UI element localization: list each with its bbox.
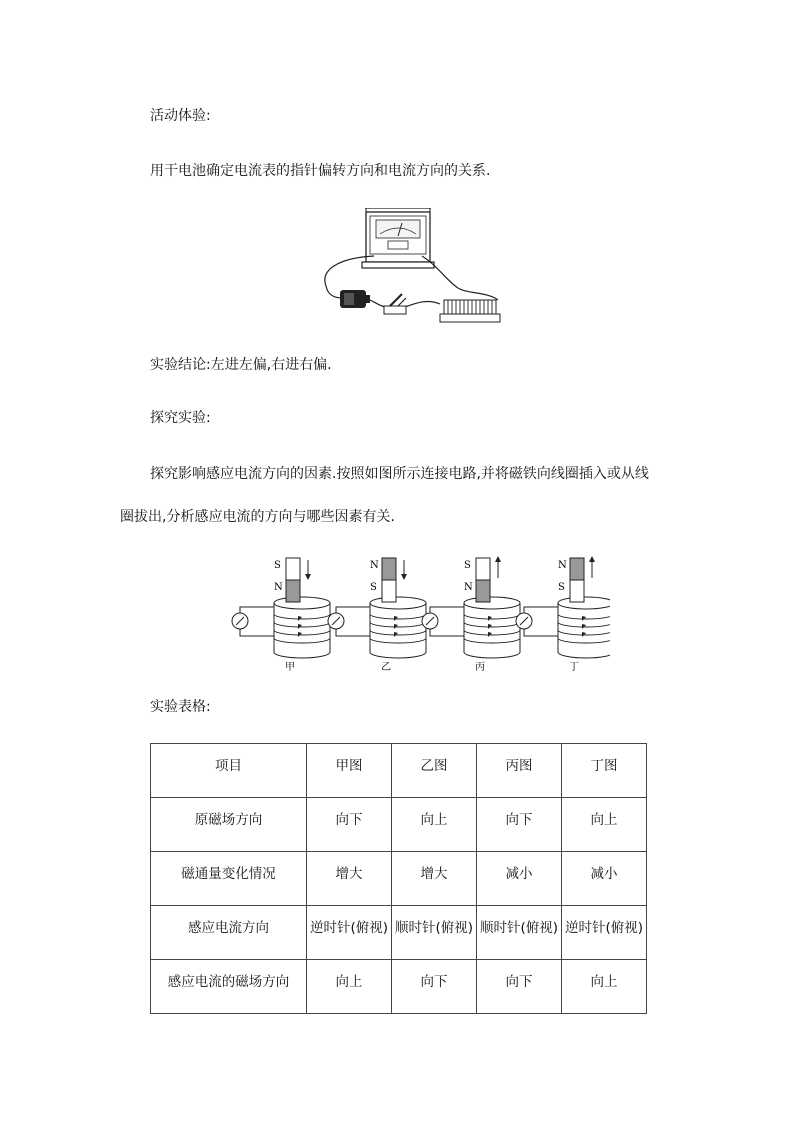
panel-jia bbox=[232, 558, 330, 658]
explore-text-line2: 圈拔出,分析感应电流的方向与哪些因素有关. bbox=[120, 509, 395, 525]
table-cell: 增大 bbox=[307, 852, 392, 906]
table-cell: 感应电流方向 bbox=[151, 906, 307, 960]
table-cell: 增大 bbox=[392, 852, 477, 906]
pole-label: S bbox=[370, 582, 377, 593]
pole-label: N bbox=[558, 560, 567, 571]
galvanometer-circuit-figure bbox=[318, 208, 508, 326]
magnet-coil-figure bbox=[228, 550, 610, 678]
pole-label: S bbox=[274, 560, 281, 571]
activity-heading: 活动体验: bbox=[150, 108, 211, 124]
panel-label: 丁 bbox=[569, 662, 579, 673]
coil-icon bbox=[440, 300, 500, 322]
galvanometer-icon bbox=[362, 208, 434, 268]
panel-bing bbox=[422, 556, 520, 658]
table-header-cell: 项目 bbox=[151, 744, 307, 798]
table-header-cell: 甲图 bbox=[307, 744, 392, 798]
table-cell: 原磁场方向 bbox=[151, 798, 307, 852]
table-cell: 减小 bbox=[477, 852, 562, 906]
switch-icon bbox=[384, 294, 406, 314]
panel-ding bbox=[516, 556, 610, 658]
table-row bbox=[151, 906, 647, 960]
pole-label: N bbox=[370, 560, 379, 571]
table-cell: 顺时针(俯视) bbox=[392, 906, 477, 960]
conclusion-text: 实验结论:左进左偏,右进右偏. bbox=[150, 357, 332, 373]
table-header-row bbox=[151, 744, 647, 798]
table-cell: 减小 bbox=[562, 852, 647, 906]
table-header-cell: 丙图 bbox=[477, 744, 562, 798]
table-cell: 磁通量变化情况 bbox=[151, 852, 307, 906]
panel-label: 丙 bbox=[475, 662, 485, 673]
explore-heading: 探究实验: bbox=[150, 410, 211, 426]
table-cell: 逆时针(俯视) bbox=[307, 906, 392, 960]
table-row bbox=[151, 798, 647, 852]
table-cell: 向下 bbox=[477, 960, 562, 1014]
table-cell: 向上 bbox=[307, 960, 392, 1014]
table-cell: 向上 bbox=[562, 960, 647, 1014]
panel-yi bbox=[328, 558, 426, 658]
table-header-cell: 乙图 bbox=[392, 744, 477, 798]
panel-label: 甲 bbox=[285, 662, 295, 673]
table-row bbox=[151, 852, 647, 906]
table-cell: 向上 bbox=[562, 798, 647, 852]
table-cell: 顺时针(俯视) bbox=[477, 906, 562, 960]
experiment-table bbox=[150, 743, 647, 1014]
table-cell: 向下 bbox=[307, 798, 392, 852]
table-cell: 向上 bbox=[392, 798, 477, 852]
pole-label: N bbox=[464, 582, 473, 593]
table-cell: 逆时针(俯视) bbox=[562, 906, 647, 960]
table-cell: 向下 bbox=[477, 798, 562, 852]
table-cell: 向下 bbox=[392, 960, 477, 1014]
pole-label: S bbox=[558, 582, 565, 593]
explore-text-line1: 探究影响感应电流方向的因素.按照如图所示连接电路,并将磁铁向线圈插入或从线 bbox=[150, 466, 649, 482]
pole-label: S bbox=[464, 560, 471, 571]
table-heading: 实验表格: bbox=[150, 699, 211, 715]
pole-label: N bbox=[274, 582, 283, 593]
battery-icon bbox=[340, 290, 370, 308]
panel-label: 乙 bbox=[381, 662, 391, 673]
table-header-cell: 丁图 bbox=[562, 744, 647, 798]
table-cell: 感应电流的磁场方向 bbox=[151, 960, 307, 1014]
table-row bbox=[151, 960, 647, 1014]
activity-text: 用干电池确定电流表的指针偏转方向和电流方向的关系. bbox=[150, 163, 491, 179]
